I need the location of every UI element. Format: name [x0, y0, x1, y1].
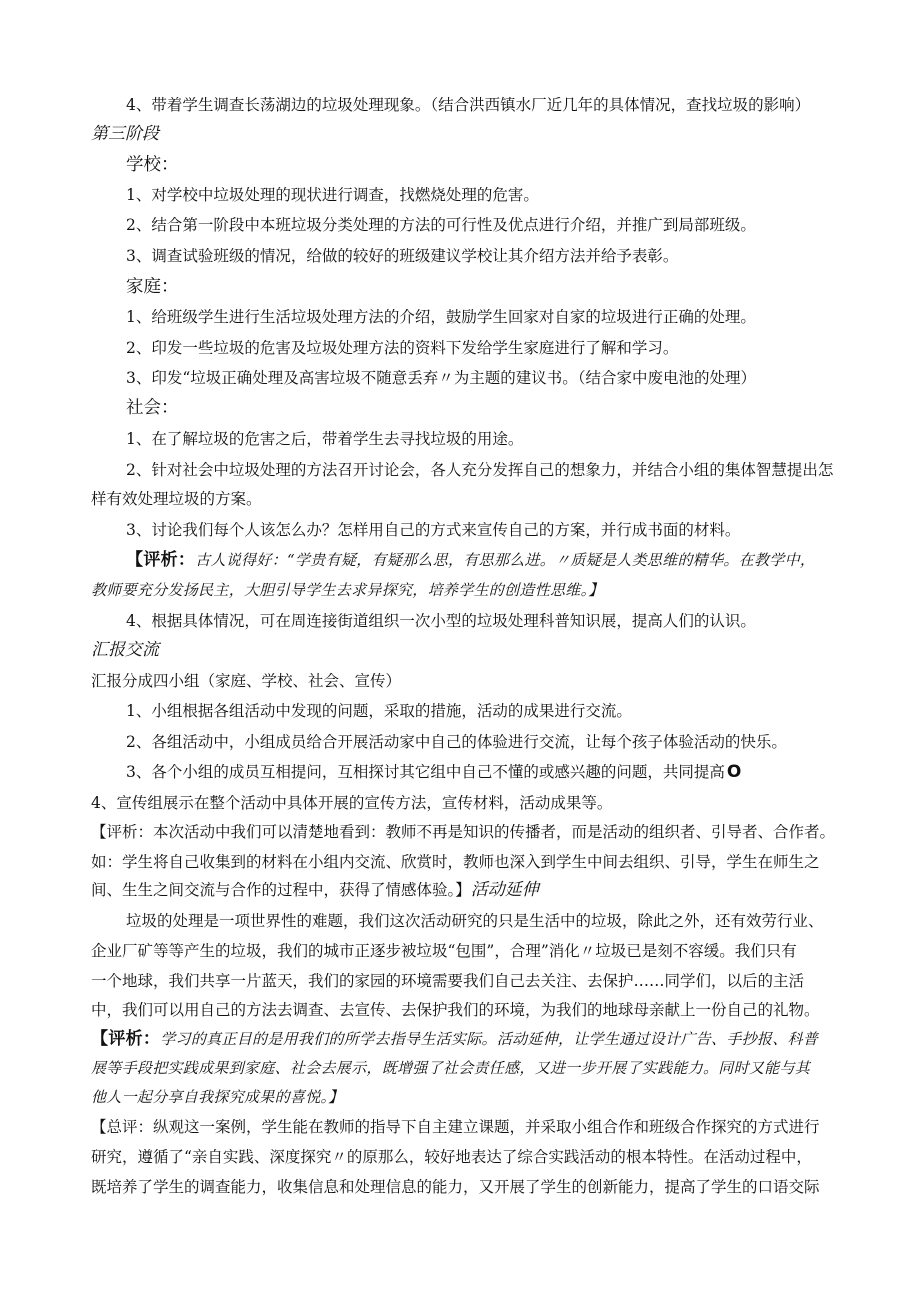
review-3-line-2: 展等手段把实践成果到家庭、社会去展示，既增强了社会责任感，又进一步开展了实践能力。同时又能与其	[91, 1059, 811, 1077]
review-2-line-3	[91, 880, 539, 900]
extend-line-2: 企业厂矿等等产生的垃圾，我们的城市正逐步被垃圾“包围”，合理”消化〃垃圾已是刻不容缓。我们只有	[91, 942, 797, 960]
report-item-3	[126, 762, 741, 782]
report-item-4: 4、宣传组展示在整个活动中具体开展的宣传方法，宣传材料，活动成果等。	[91, 794, 613, 812]
review-2-line-1: 【评析：本次活动中我们可以清楚地看到：教师不再是知识的传播者，而是活动的组织者、引导者、合作者。	[91, 823, 836, 841]
review-3-label: 评析：	[108, 1029, 161, 1049]
step-4-lake-survey: 4、带着学生调查长荡湖边的垃圾处理现象。（结合洪西镇水厂近几年的具体情况，查找垃圾的影响）	[126, 96, 811, 114]
review-3-line-3: 他人一起分享自我探究成果的喜悦。】	[91, 1088, 344, 1106]
report-item-1: 1、小组根据各组活动中发现的问题，采取的措施，活动的成果进行交流。	[126, 702, 632, 720]
summary-line-1: 【总评：纵观这一案例，学生能在教师的指导下自主建立课题，并采取小组合作和班级合作探究的方式进行	[91, 1118, 820, 1136]
extend-line-4: 中，我们可以用自己的方法去调查、去宣传、去保护我们的环境，为我们的地球母亲献上一份自己的礼物。	[91, 1001, 820, 1019]
school-item-1: 1、对学校中垃圾处理的现状进行调查，找燃烧处理的危害。	[126, 186, 539, 204]
review-1-bracket: 【	[126, 550, 144, 570]
heading-society: 社会：	[126, 398, 179, 418]
review-3-line-1	[91, 1029, 818, 1049]
society-item-1: 1、在了解垃圾的危害之后，带着学生去寻找垃圾的用途。	[126, 430, 524, 448]
school-item-3: 3、调查试验班级的情况，给做的较好的班级建议学校让其介绍方法并给予表彰。	[126, 247, 679, 265]
report-intro: 汇报分成四小组（家庭、学校、社会、宣传）	[91, 672, 402, 690]
report-item-3-end-mark: O	[726, 762, 742, 782]
review-3-text-1: 学习的真正目的是用我们的所学去指导生活实际。活动延伸，让学生通过设计广告、手抄报、科普	[160, 1030, 819, 1048]
extend-line-3: 一个地球，我们共享一片蓝天，我们的家园的环境需要我们自己去关注、去保护……同学们，以后的主活	[91, 972, 805, 990]
heading-school: 学校：	[126, 155, 179, 175]
heading-family: 家庭：	[126, 277, 179, 297]
review-2-text-3: 间、生生之间交流与合作的过程中，获得了情感体验。】	[91, 881, 471, 899]
extend-line-1: 垃圾的处理是一项世界性的难题，我们这次活动研究的只是生活中的垃圾，除此之外，还有效劳行业、	[126, 912, 824, 930]
review-3-bracket: 【	[91, 1029, 109, 1049]
review-1-label: 评析：	[143, 550, 196, 570]
school-item-2: 2、结合第一阶段中本班垃圾分类处理的方法的可行性及优点进行介绍，并推广到局部班级。	[126, 216, 756, 234]
heading-extend: 活动延伸	[470, 880, 539, 900]
review-1-line-2: 教师要充分发扬民主，大胆引导学生去求异探究，培养学生的创造性思维。】	[91, 581, 604, 599]
report-item-3-text: 3、各个小组的成员互相提问，互相探讨其它组中自己不懂的或感兴趣的问题，共同提高	[126, 763, 725, 781]
summary-line-3: 既培养了学生的调查能力，收集信息和处理信息的能力，又开展了学生的创新能力，提高了学生的口语交际	[91, 1178, 820, 1196]
summary-line-2: 研究，遵循了“亲自实践、深度探究〃的原那么，较好地表达了综合实践活动的根本特性。在活动过程中，	[91, 1148, 812, 1166]
family-item-1: 1、给班级学生进行生活垃圾处理方法的介绍，鼓励学生回家对自家的垃圾进行正确的处理。	[126, 308, 756, 326]
heading-report: 汇报交流	[91, 640, 159, 660]
society-item-2: 2、针对社会中垃圾处理的方法召开讨论会，各人充分发挥自己的想象力，并结合小组的集体智慧提出怎	[126, 461, 834, 479]
society-item-3: 3、讨论我们每个人该怎么办？怎样用自己的方式来宣传自己的方案，并行成书面的材料。	[126, 521, 741, 539]
family-item-3: 3、印发“垃圾正确处理及高害垃圾不随意丢弃〃为主题的建议书。（结合家中废电池的处理）	[126, 369, 757, 387]
review-2-line-2: 如：学生将自己收集到的材料在小组内交流、欣赏时，教师也深入到学生中间去组织、引导，学生在师生之	[91, 853, 820, 871]
review-1-text-1: 古人说得好：“学贵有疑，有疑那么思，有思那么进。〃质疑是人类思维的精华。在教学中，	[195, 551, 816, 569]
review-1-line-1	[126, 550, 815, 570]
report-item-2: 2、各组活动中，小组成员给合开展活动家中自己的体验进行交流，让每个孩子体验活动的快乐。	[126, 733, 787, 751]
heading-stage-3: 第三阶段	[91, 124, 159, 144]
society-item-2-cont: 样有效处理垃圾的方案。	[91, 490, 262, 508]
family-item-2: 2、印发一些垃圾的危害及垃圾处理方法的资料下发给学生家庭进行了解和学习。	[126, 339, 679, 357]
step-4-science-expo: 4、根据具体情况，可在周连接街道组织一次小型的垃圾处理科普知识展，提高人们的认识。	[126, 612, 756, 630]
